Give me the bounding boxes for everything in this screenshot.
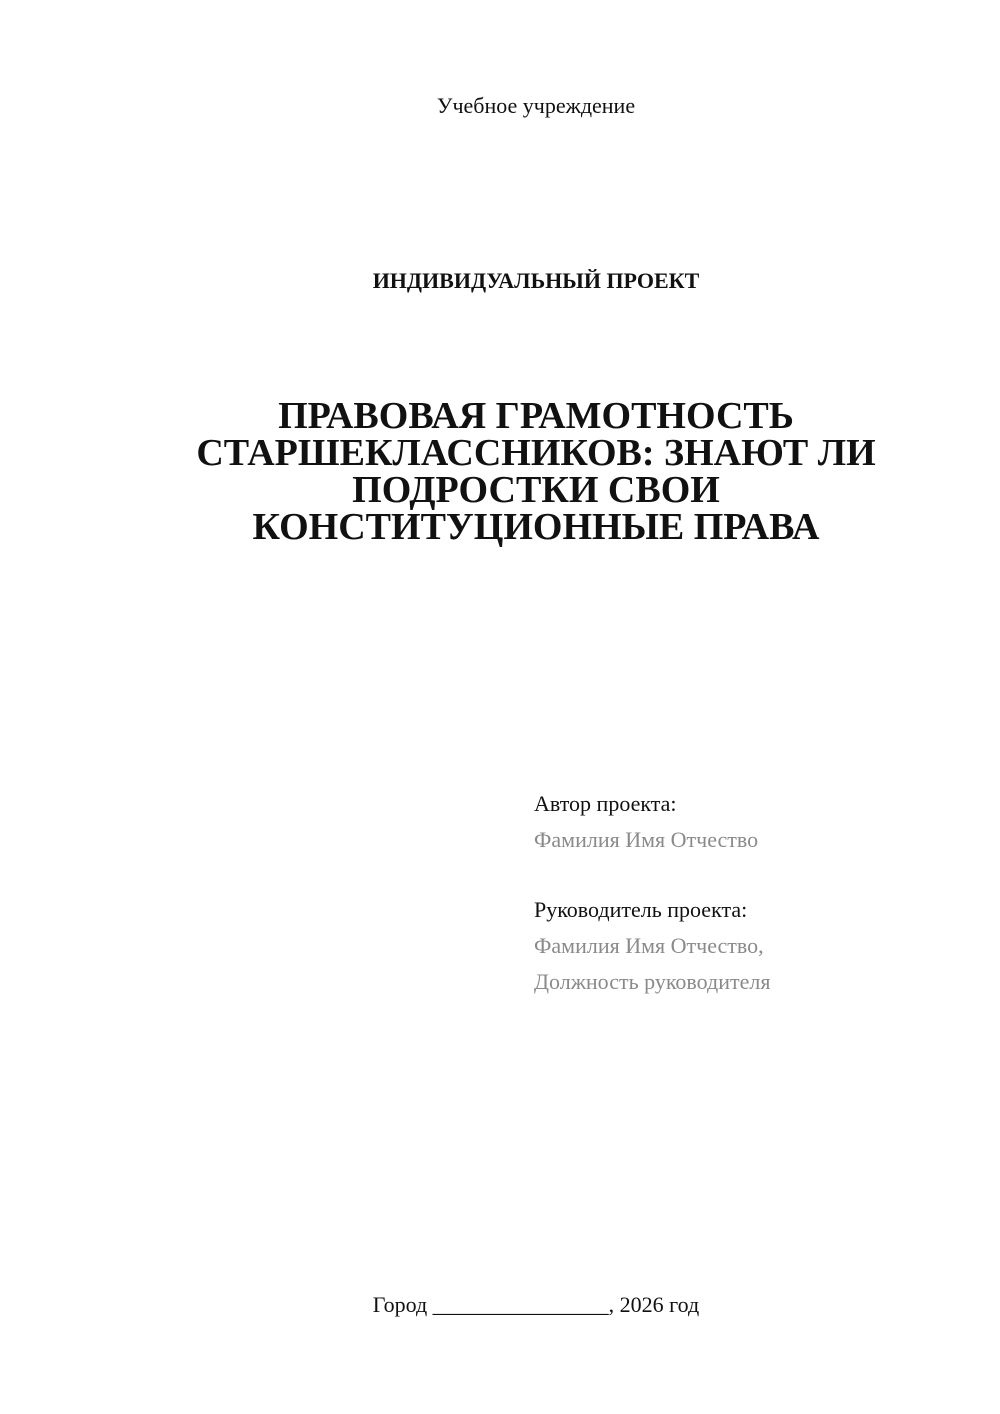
project-title-line: СТАРШЕКЛАССНИКОВ: ЗНАЮТ ЛИ xyxy=(196,432,876,474)
author-block xyxy=(534,790,974,862)
author-name-placeholder: Фамилия Имя Отчество xyxy=(534,827,759,852)
supervisor-label: Руководитель проекта: xyxy=(534,897,748,922)
author-label: Автор проекта: xyxy=(534,791,677,816)
supervisor-block xyxy=(534,896,974,1004)
project-title xyxy=(180,395,892,548)
city-year-line: Город ________________, 2026 год xyxy=(372,1292,700,1317)
supervisor-name-placeholder: Фамилия Имя Отчество, xyxy=(534,933,764,958)
project-title-line: ПРАВОВАЯ ГРАМОТНОСТЬ xyxy=(278,395,794,437)
supervisor-position-placeholder: Должность руководителя xyxy=(534,969,771,994)
project-title-line: КОНСТИТУЦИОННЫЕ ПРАВА xyxy=(252,506,820,548)
project-type-heading: ИНДИВИДУАЛЬНЫЙ ПРОЕКТ xyxy=(372,268,700,293)
institution-name: Учебное учреждение xyxy=(436,93,636,118)
project-title-line: ПОДРОСТКИ СВОИ xyxy=(352,469,720,511)
